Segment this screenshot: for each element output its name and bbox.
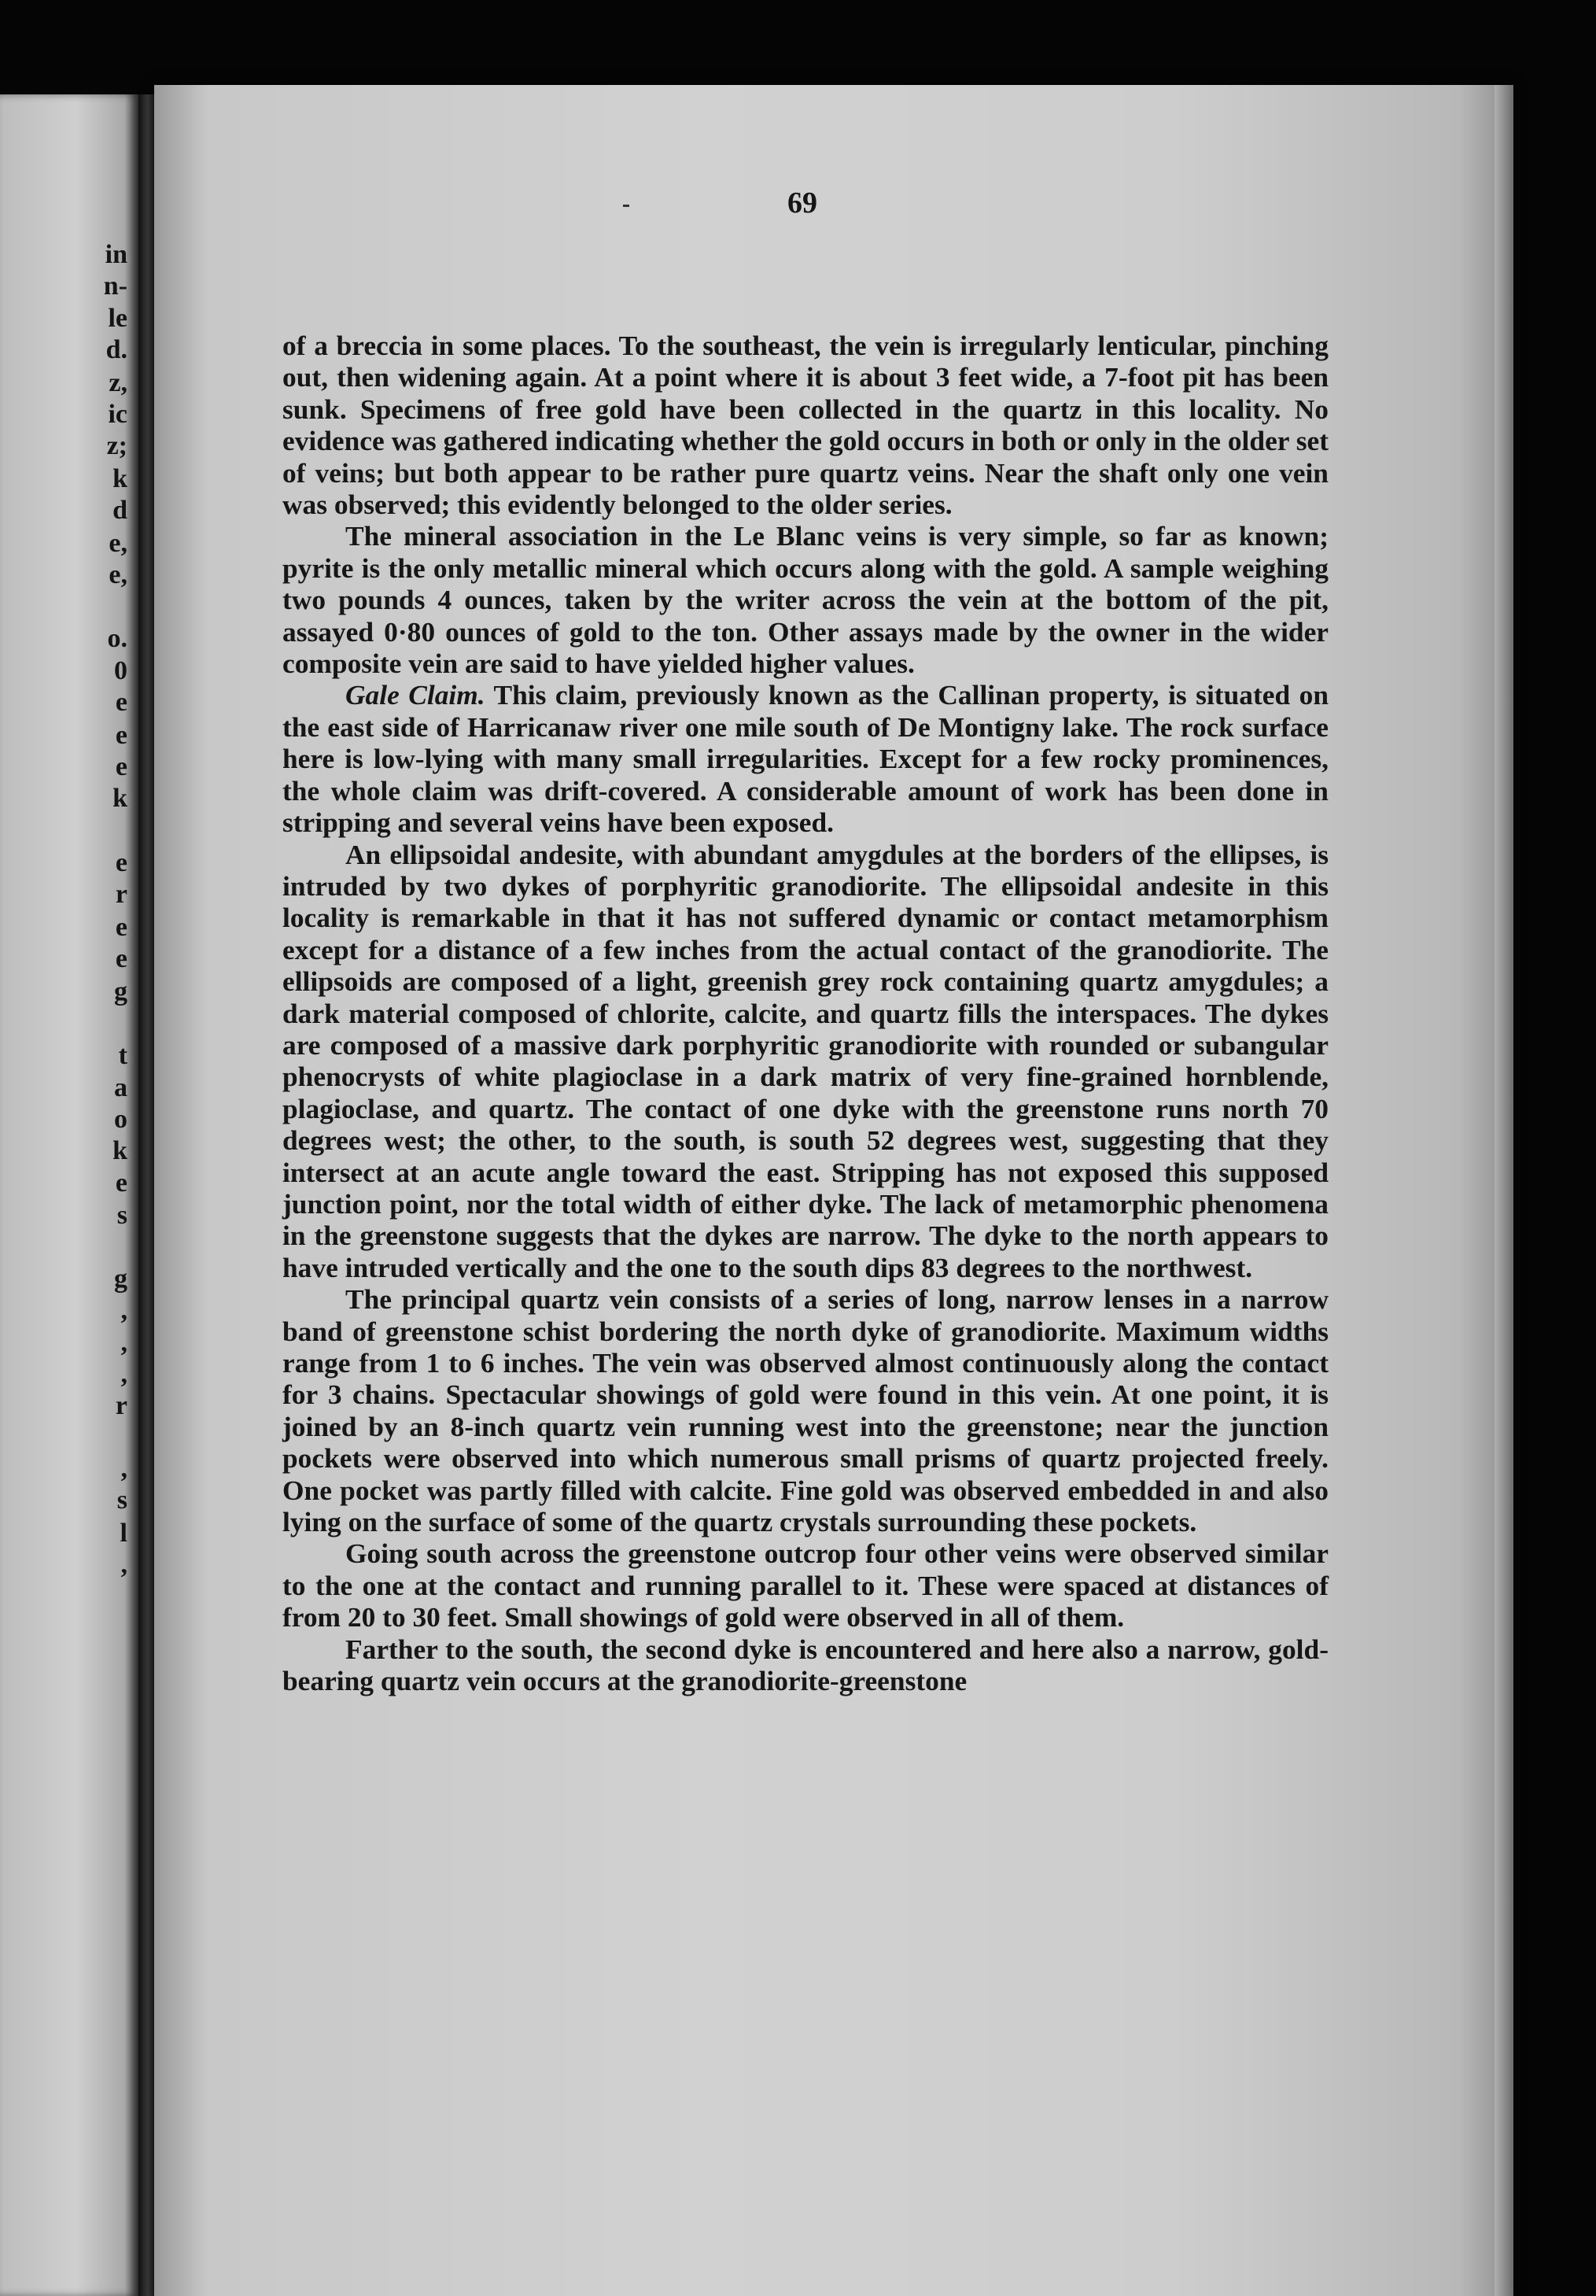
facing-page-fragment: e, — [109, 529, 127, 558]
facing-page-fragment: , — [120, 1454, 127, 1483]
facing-page-fragment: e — [115, 913, 127, 942]
facing-page-edge — [0, 94, 138, 2296]
facing-page-fragment: , — [120, 1296, 127, 1325]
facing-page-fragment: t — [118, 1041, 127, 1070]
paragraph — [282, 330, 1329, 520]
facing-page-fragment: g — [114, 1264, 127, 1294]
paragraph-text: Farther to the south, the second dyke is encountered and here also a narrow, gold-bearing quartz vein occurs at the granodiorite-greenstone — [282, 1633, 1329, 1697]
paragraph-text: The principal quartz vein consists of a series of long, narrow lenses in a narrow band of greenstone schist bordering the north dyke of granodiorite. Maximum widths range from 1 to 6 inches. The vein was observed almost continuously along the contact for 3 chains. Spectacular showings of gold were found in this vein. At one point, it is joined by an 8-inch quartz vein running west into the greenstone; near the junction pockets were observed into which numerous small prisms of quartz projected freely. One pocket was partly filled with calcite. Fine gold was observed embedded in and also lying on the surface of some of the quartz crystals surrounding these pockets. — [282, 1283, 1329, 1538]
paragraph-text: The mineral association in the Le Blanc veins is very simple, so far as known; pyrite is the only metallic mineral which occurs along with the gold. A sample weighing two pounds 4 ounces, taken by the writer across the vein at the bottom of the pit, assayed 0·80 ounces of gold to the ton. Other assays made by the owner in the wider composite vein are said to have yielded higher values. — [282, 520, 1329, 680]
facing-page-fragment: k — [112, 464, 127, 493]
facing-page-fragment: e — [115, 944, 127, 973]
facing-page-fragment: e — [115, 752, 127, 781]
page-mark — [623, 205, 629, 207]
facing-page-text-fragments — [0, 94, 138, 2296]
facing-page-fragment: o. — [107, 624, 127, 653]
facing-page-fragment: o — [114, 1105, 127, 1134]
facing-page-fragment: e, — [109, 560, 127, 589]
facing-page-fragment: k — [112, 1136, 127, 1165]
facing-page-fragment: ic — [108, 400, 127, 429]
facing-page-fragment: g — [114, 977, 127, 1006]
page-body — [282, 330, 1329, 1696]
claim-heading: Gale Claim. — [345, 679, 485, 711]
page-right-edge — [1495, 85, 1513, 2296]
paragraph-text: This claim, previously known as the Callinan property, is situated on the east side of Harricanaw river one mile south of De Montigny lake. The rock surface here is low-lying with many small irregularities. Except for a few rocky prominences, the whole claim was drift-covered. A considerable amount of work has been done in stripping and several veins have been exposed. — [282, 679, 1329, 839]
facing-page-fragment: e — [115, 688, 127, 717]
facing-page-fragment: n- — [103, 271, 127, 301]
facing-page-fragment: 0 — [114, 656, 127, 685]
page-number: 69 — [787, 186, 817, 220]
facing-page-fragment: d. — [105, 335, 127, 364]
paragraph-text: An ellipsoidal andesite, with abundant amygdules at the borders of the ellipses, is intruded by two dykes of porphyritic granodiorite. The ellipsoidal andesite in this locality is remarkable in that it has not suffered dynamic or contact metamorphism except for a distance of a few inches from the actual contact of the granodiorite. The ellipsoids are composed of a light, greenish grey rock containing quartz amygdules; a dark material composed of chlorite, calcite, and quartz fills the interspaces. The dykes are composed of a massive dark porphyritic granodiorite with rounded or subangular phenocrysts of white plagioclase in a dark matrix of very fine-grained hornblende, plagioclase, and quartz. The contact of one dyke with the greenstone runs north 70 degrees west; the other, to the south, is south 52 degrees west, suggesting that they intersect at an acute angle toward the east. Stripping has not exposed this supposed junction point, nor the total width of either dyke. The lack of metamorphic phenomena in the greenstone suggests that the dykes are narrow. The dyke to the north appears to have intruded vertically and the one to the south dips 83 degrees to the northwest. — [282, 838, 1329, 1283]
facing-page-fragment: s — [116, 1201, 127, 1230]
paragraph-text: of a breccia in some places. To the southeast, the vein is irregularly lenticular, pinching out, then widening again. At a point where it is about 3 feet wide, a 7-foot pit has been sunk. Specimens of free gold have been collected in the quartz in this locality. No evidence was gathered indicating whether the gold occurs in both or only in the older set of veins; but both appear to be rather pure quartz veins. Near the shaft only one vein was observed; this evidently belonged to the older series. — [282, 330, 1329, 521]
facing-page-fragment: , — [120, 1328, 127, 1357]
paragraph-text: Going south across the greenstone outcrop four other veins were observed similar to the one at the contact and running parallel to it. These were spaced at distances of from 20 to 30 feet. Small showings of gold were observed in all of them. — [282, 1537, 1329, 1633]
facing-page-fragment: , — [120, 1550, 127, 1579]
facing-page-fragment: r — [115, 1391, 127, 1420]
facing-page-fragment: s — [116, 1486, 127, 1515]
facing-page-fragment: z, — [109, 368, 127, 397]
paragraph — [282, 679, 1329, 838]
facing-page-fragment: a — [114, 1073, 127, 1102]
facing-page-fragment: z; — [106, 431, 127, 460]
facing-page-fragment: e — [115, 721, 127, 750]
facing-page-fragment: e — [115, 1168, 127, 1198]
paragraph — [282, 1537, 1329, 1633]
facing-page-fragment: d — [112, 496, 127, 525]
paragraph — [282, 839, 1329, 1284]
facing-page-fragment: in — [105, 240, 127, 269]
paragraph — [282, 520, 1329, 679]
facing-page-fragment: , — [120, 1360, 127, 1389]
paragraph — [282, 1633, 1329, 1697]
paragraph — [282, 1283, 1329, 1537]
facing-page-fragment: e — [115, 848, 127, 877]
facing-page-fragment: le — [108, 304, 127, 333]
facing-page-fragment: r — [115, 880, 127, 909]
facing-page-fragment: l — [120, 1519, 127, 1548]
facing-page-fragment: k — [112, 784, 127, 813]
